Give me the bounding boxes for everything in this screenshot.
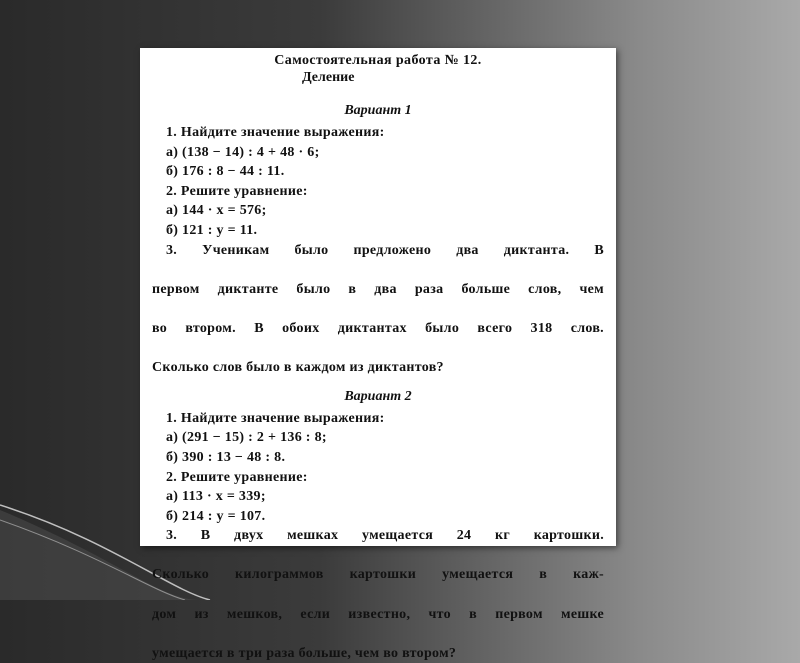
variant-1-task-2: 2. Решите уравнение: (166, 183, 308, 199)
variant-1-problem-line: Сколько слов было в каждом из диктантов? (152, 360, 444, 376)
variant-1-task-1: 1. Найдите значение выражения: (166, 125, 385, 140)
variant-2-task-2b: б) 214 : y = 107. (166, 508, 266, 524)
worksheet-subtitle: Деление (302, 70, 355, 85)
variant-1-problem-line: во втором. В обоих диктантах было всего 318 слов. (152, 320, 604, 336)
variant-2-heading: Вариант 2 (344, 388, 412, 404)
worksheet-title: Самостоятельная работа № 12. (274, 53, 482, 68)
variant-1-problem-line: первом диктанте было в два раза больше слов, чем (152, 281, 604, 297)
variant-2-problem-line: Сколько килограммов картошки умещается в каж- (152, 567, 604, 583)
variant-2-task-2a: а) 113 · x = 339; (166, 489, 266, 505)
variant-1-task-1a: а) (138 − 14) : 4 + 48 · 6; (166, 144, 320, 160)
variant-1-task-1b: б) 176 : 8 − 44 : 11. (166, 164, 285, 180)
variant-2-section (152, 388, 604, 663)
variant-1-problem-line: 3. Ученикам было предложено два диктанта. В (166, 242, 604, 258)
variant-1-task-2a: а) 144 · x = 576; (166, 203, 267, 219)
variant-2-task-1: 1. Найдите значение выражения: (166, 410, 385, 426)
variant-2-problem-line: умещается в три раза больше, чем во втором? (152, 645, 457, 661)
worksheet-page (140, 48, 616, 661)
variant-2-task-1b: б) 390 : 13 − 48 : 8. (166, 449, 286, 465)
variant-1-heading: Вариант 1 (344, 103, 412, 118)
variant-1-section (152, 102, 604, 378)
variant-2-task-1a: а) (291 − 15) : 2 + 136 : 8; (166, 430, 327, 446)
variant-2-problem-line: 3. В двух мешках умещается 24 кг картошки. (166, 528, 604, 544)
variant-2-problem-line: дом из мешков, если известно, что в первом мешке (152, 606, 604, 622)
variant-2-task-2: 2. Решите уравнение: (166, 469, 308, 485)
variant-1-task-2b: б) 121 : y = 11. (166, 222, 258, 238)
